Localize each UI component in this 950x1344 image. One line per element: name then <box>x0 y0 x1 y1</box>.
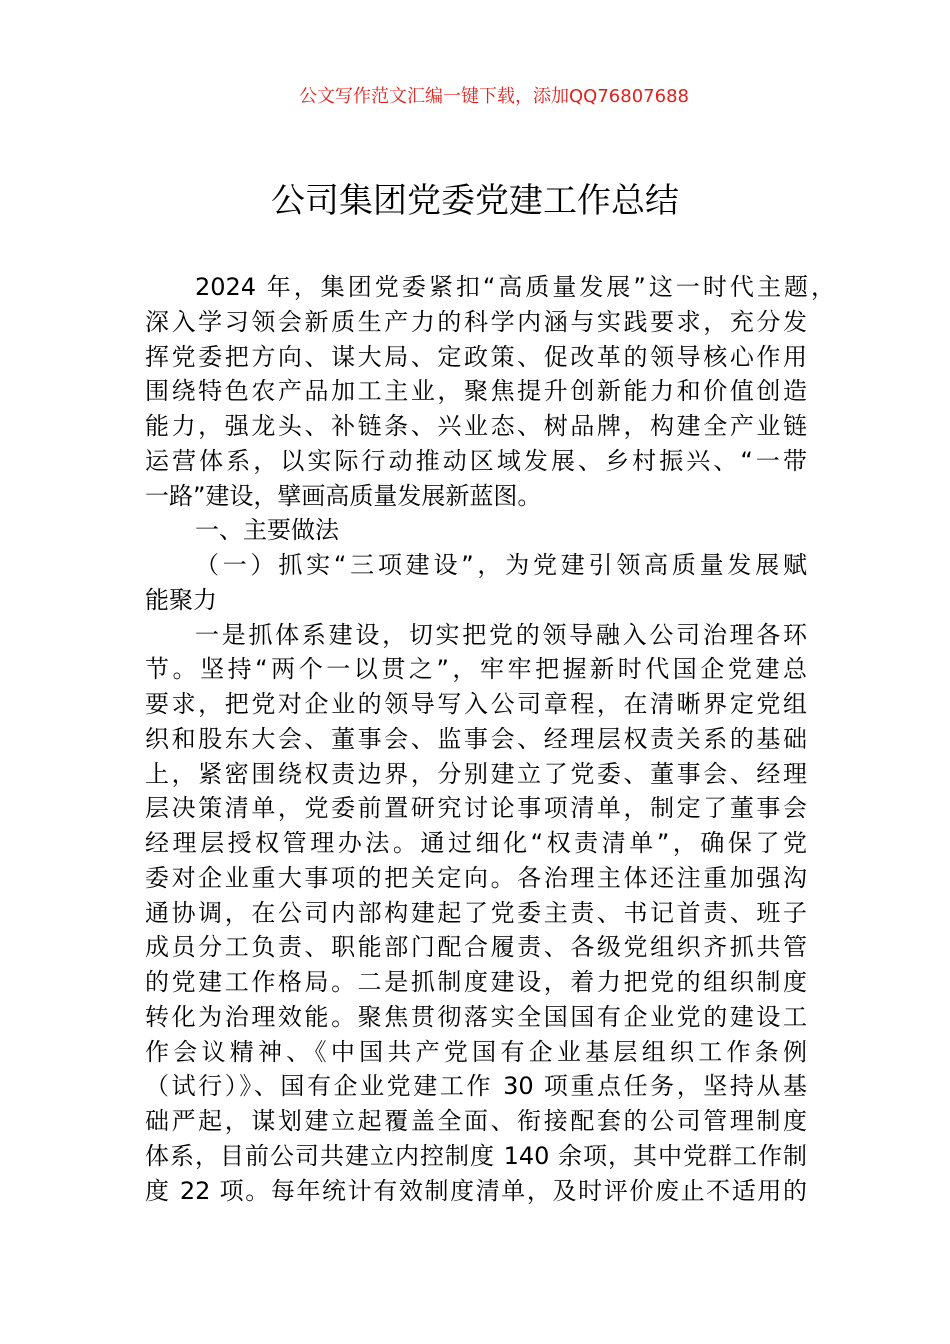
text-line: 层决策清单，党委前置研究讨论事项清单，制定了董事会 <box>145 794 807 823</box>
watermark-header: 公文写作范文汇编一键下载，添加QQ76807688 <box>299 86 689 107</box>
text-line: 一、主要做法 <box>195 516 339 545</box>
document-body <box>145 270 835 1208</box>
text-line: （一）抓实“三项建设”，为党建引领高质量发展赋 <box>195 551 807 579</box>
text-line: 运营体系，以实际行动推动区域发展、乡村振兴、“一带 <box>145 446 807 475</box>
text-line: 围绕特色农产品加工主业，聚焦提升创新能力和价值创造 <box>145 377 807 406</box>
text-line: （试行）》、国有企业党建工作 30 项重点任务，坚持从基 <box>145 1072 807 1101</box>
text-line: 作会议精神、《中国共产党国有企业基层组织工作条例 <box>145 1037 807 1066</box>
document-title: 公司集团党委党建工作总结 <box>271 181 679 221</box>
text-line: 能聚力 <box>145 585 217 614</box>
text-line: 一路”建设，擘画高质量发展新蓝图。 <box>145 481 542 510</box>
text-line: 转化为治理效能。聚焦贯彻落实全国国有企业党的建设工 <box>145 1002 807 1031</box>
text-line: 础严起，谋划建立起覆盖全面、衔接配套的公司管理制度 <box>145 1107 807 1135</box>
text-line: 挥党委把方向、谋大局、定政策、促改革的领导核心作用 <box>145 342 807 371</box>
text-line: 能力，强龙头、补链条、兴业态、树品牌，构建全产业链 <box>145 412 807 440</box>
text-line: 织和股东大会、董事会、监事会、经理层权责关系的基础 <box>145 724 807 753</box>
text-line: 要求，把党对企业的领导写入公司章程，在清晰界定党组 <box>145 690 807 718</box>
text-line: 体系，目前公司共建立内控制度 140 余项，其中党群工作制 <box>145 1141 807 1170</box>
text-line: 上，紧密围绕权责边界，分别建立了党委、董事会、经理 <box>145 759 807 788</box>
text-line: 深入学习领会新质生产力的科学内涵与实践要求，充分发 <box>145 307 807 336</box>
text-line: 通协调，在公司内部构建起了党委主责、书记首责、班子 <box>145 898 807 927</box>
text-line: 经理层授权管理办法。通过细化“权责清单”，确保了党 <box>145 829 807 857</box>
text-line: 节。坚持“两个一以贯之”，牢牢把握新时代国企党建总 <box>145 655 807 684</box>
text-line: 2024 年，集团党委紧扣“高质量发展”这一时代主题， <box>195 273 835 301</box>
text-line: 的党建工作格局。二是抓制度建设，着力把党的组织制度 <box>145 968 807 996</box>
text-line: 一是抓体系建设，切实把党的领导融入公司治理各环 <box>195 620 807 649</box>
text-line: 成员分工负责、职能部门配合履责、各级党组织齐抓共管 <box>145 933 807 962</box>
text-line: 度 22 项。每年统计有效制度清单，及时评价废止不适用的 <box>145 1176 807 1205</box>
text-line: 委对企业重大事项的把关定向。各治理主体还注重加强沟 <box>145 863 807 892</box>
